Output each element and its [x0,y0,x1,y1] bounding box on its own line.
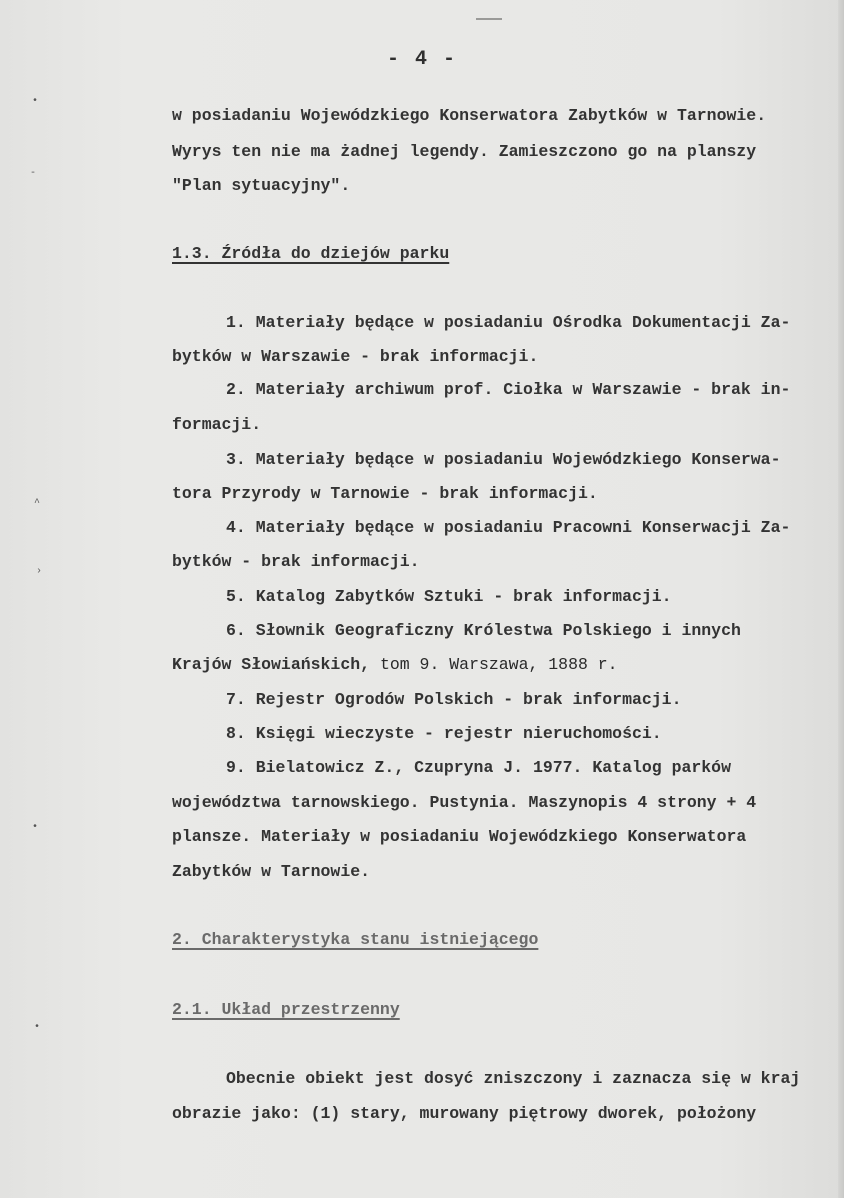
paragraph-line: w posiadaniu Wojewódzkiego Konserwatora Zabytków w Tarnowie. [172,106,767,125]
list-item-continuation: bytków - brak informacji. [172,552,420,571]
list-item: 3. Materiały będące w posiadaniu Wojewódzkiego Konserwa- [226,450,781,469]
list-item: 2. Materiały archiwum prof. Ciołka w Warszawie - brak in- [226,380,791,399]
list-item: 5. Katalog Zabytków Sztuki - brak informacji. [226,587,672,606]
citation-detail: tom 9. Warszawa, 1888 r. [370,655,618,674]
paragraph-line: "Plan sytuacyjny". [172,176,351,195]
scan-mark [476,18,502,20]
page-number: - 4 - [386,48,457,71]
list-item-continuation: bytków w Warszawie - brak informacji. [172,347,539,366]
scan-dot: › [36,566,43,577]
citation-title: Krajów Słowiańskich, [172,655,371,674]
section-heading: 1.3. Źródła do dziejów parku [172,244,450,263]
scan-dot: • [32,822,39,833]
list-item-continuation [172,655,618,675]
list-item: 4. Materiały będące w posiadaniu Pracowni Konserwacji Za- [226,518,791,537]
list-item-continuation: Zabytków w Tarnowie. [172,862,371,881]
scan-dot: • [32,96,39,107]
list-item: 8. Księgi wieczyste - rejestr nieruchomości. [226,724,662,743]
paragraph-line: Obecnie obiekt jest dosyć zniszczony i zaznacza się w kraj [226,1069,801,1088]
paragraph-line: obrazie jako: (1) stary, murowany piętrowy dworek, położony [172,1104,757,1123]
list-item: 1. Materiały będące w posiadaniu Ośrodka Dokumentacji Za- [226,313,791,332]
subsection-heading: 2.1. Układ przestrzenny [172,1000,400,1019]
paragraph-line: Wyrys ten nie ma żadnej legendy. Zamieszczono go na planszy [172,142,757,161]
list-item: 6. Słownik Geograficzny Królestwa Polskiego i innych [226,621,741,640]
scan-dot: ^ [34,498,41,509]
list-item-continuation: województwa tarnowskiego. Pustynia. Maszynopis 4 strony + 4 [172,793,757,812]
page-edge-shadow [838,0,844,1198]
list-item: 9. Bielatowicz Z., Czupryna J. 1977. Katalog parków [226,758,731,777]
list-item-continuation: tora Przyrody w Tarnowie - brak informacji. [172,484,598,503]
list-item: 7. Rejestr Ogrodów Polskich - brak informacji. [226,690,682,709]
section-heading: 2. Charakterystyka stanu istniejącego [172,930,539,949]
list-item-continuation: formacji. [172,415,262,434]
list-item-continuation: plansze. Materiały w posiadaniu Wojewódzkiego Konserwatora [172,827,747,846]
scan-dot: ‑ [30,168,37,179]
scan-dot: • [34,1022,41,1033]
